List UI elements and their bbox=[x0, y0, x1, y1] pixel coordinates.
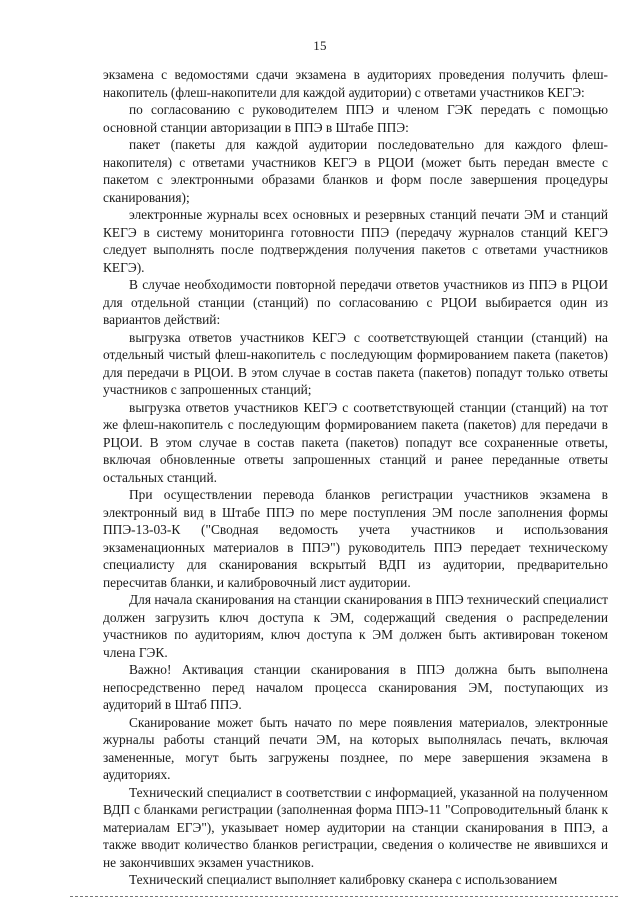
page-bottom-rule bbox=[70, 896, 618, 897]
paragraph-13: Технический специалист выполняет калибровку сканера с использованием bbox=[129, 872, 558, 887]
paragraph-9: Для начала сканирования на станции сканирования в ППЭ технический специалист должен загрузить ключ доступа к ЭМ, содержащий сведения о распределении участников по аудиториям, ключ доступа к ЭМ должен быть активирован токеном члена ГЭК. bbox=[103, 592, 608, 660]
paragraph-11: Сканирование может быть начато по мере появления материалов, электронные журналы работы станций печати ЭМ, на которых выполнялась печать, включая замененные, могут быть загружены позднее, по мере завершения экзамена в аудиториях. bbox=[103, 714, 608, 782]
body-text bbox=[103, 66, 608, 889]
paragraph-8: При осуществлении перевода бланков регистрации участников экзамена в электронный вид в Штабе ППЭ по мере поступления ЭМ после заполнения формы ППЭ-13-03-К ("Сводная ведомость учета участников и использования экзаменационных материалов в ППЭ") руководитель ППЭ передает техническому специалисту для сканирования вскрытый ВДП из аудитории, предварительно пересчитав бланки, и калибровочный лист аудитории. bbox=[103, 487, 608, 590]
paragraph-7: выгрузка ответов участников КЕГЭ с соответствующей станции (станций) на тот же флеш-накопитель с последующим формированием пакета (пакетов) для передачи в РЦОИ. В этом случае в состав пакета (пакетов) попадут все сохраненные ответы, включая обновленные ответы запрошенных станций и ранее переданные ответы остальных станций. bbox=[103, 399, 608, 485]
paragraph-6: выгрузка ответов участников КЕГЭ с соответствующей станции (станций) на отдельный чистый флеш-накопитель с последующим формированием пакета (пакетов) для передачи в РЦОИ. В этом случае в состав пакета (пакетов) попадут только ответы участников с запрошенных станций; bbox=[103, 329, 608, 397]
paragraph-4: электронные журналы всех основных и резервных станций печати ЭМ и станций КЕГЭ в систему мониторинга готовности ППЭ (передачу журналов станций КЕГЭ следует выполнять после подтверждения получения пакетов с ответами участников КЕГЭ). bbox=[103, 207, 608, 275]
page-number: 15 bbox=[313, 38, 327, 53]
paragraph-12: Технический специалист в соответствии с информацией, указанной на полученном ВДП с бланками регистрации (заполненная форма ППЭ-11 "Сопроводительный бланк к материалам ЕГЭ"), указывает номер аудитории на станции сканирования в ППЭ, а также вводит количество бланков регистрации, сведения о количестве не явившихся и не закончивших экзамен участников. bbox=[103, 784, 608, 870]
paragraph-5: В случае необходимости повторной передачи ответов участников из ППЭ в РЦОИ для отдельной станции (станций) по согласованию с РЦОИ выбирается один из вариантов действий: bbox=[103, 277, 608, 327]
paragraph-1: экзамена с ведомостями сдачи экзамена в аудиториях проведения получить флеш-накопитель (флеш-накопители для каждой аудитории) с ответами участников КЕГЭ: bbox=[103, 67, 608, 100]
paragraph-10: Важно! Активация станции сканирования в ППЭ должна быть выполнена непосредственно перед началом процесса сканирования ЭМ, поступающих из аудиторий в Штаб ППЭ. bbox=[103, 662, 608, 712]
paragraph-2: по согласованию с руководителем ППЭ и членом ГЭК передать с помощью основной станции авторизации в ППЭ в Штабе ППЭ: bbox=[103, 102, 608, 135]
paragraph-3: пакет (пакеты для каждой аудитории последовательно для каждого флеш-накопителя) с ответами участников КЕГЭ в РЦОИ (может быть передан вместе с пакетом с электронными образами бланков и форм после завершения процедуры сканирования); bbox=[103, 137, 608, 205]
